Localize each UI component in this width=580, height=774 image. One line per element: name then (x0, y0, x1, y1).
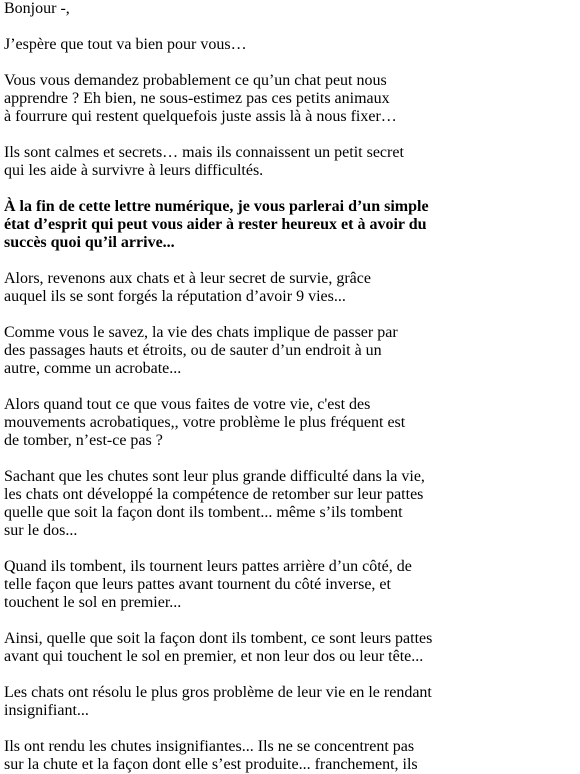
paragraph-land-on-feet: Sachant que les chutes sont leur plus grande difficulté dans la vie, les chats ont développé la compétence de retomber sur leur pattes quelle que soit la façon dont ils tombent... même s’ils tombent sur le dos... (4, 468, 425, 539)
paragraph-acrobat: Comme vous le savez, la vie des chats implique de passer par des passages hauts et étroits, ou de sauter d’un endroit à un autre, comme un acrobate... (4, 324, 398, 377)
paragraph-turn-paws: Quand ils tombent, ils tournent leurs pattes arrière d’un côté, de telle façon que leurs pattes avant tournent du côté inverse, et touchent le sol en premier... (4, 558, 412, 611)
paragraph-front-paws-first: Ainsi, quelle que soit la façon dont ils tombent, ce sont leurs pattes avant qui touchent le sol en premier, et non leur dos ou leur tête... (4, 630, 433, 665)
paragraph-bold-promise: À la fin de cette lettre numérique, je vous parlerai d’un simple état d’esprit qui peut vous aider à rester heureux et à avoir du succès quoi qu’il arrive... (4, 198, 429, 251)
paragraph-insignificant-problem: Les chats ont résolu le plus gros problème de leur vie en le rendant insignifiant... (4, 684, 432, 719)
paragraph-falling-problem: Alors quand tout ce que vous faites de votre vie, c'est des mouvements acrobatiques,, votre problème le plus fréquent est de tomber, n’est-ce pas ? (4, 396, 406, 449)
paragraph-insignificant-falls: Ils ont rendu les chutes insignifiantes... Ils ne se concentrent pas sur la chute et la façon dont elle s’est produite... franchement, ils (4, 738, 418, 773)
paragraph-calm-secret: Ils sont calmes et secrets… mais ils connaissent un petit secret qui les aide à survivre à leurs difficultés. (4, 144, 404, 179)
greeting-line: Bonjour -, (4, 0, 70, 17)
paragraph-cats-teach: Vous vous demandez probablement ce qu’un chat peut nous apprendre ? Eh bien, ne sous-estimez pas ces petits animaux à fourrure qui restent quelquefois juste assis là à nous fixer… (4, 72, 397, 125)
paragraph-wellbeing: J’espère que tout va bien pour vous… (4, 36, 247, 53)
paragraph-nine-lives: Alors, revenons aux chats et à leur secret de survie, grâce auquel ils se sont forgés la réputation d’avoir 9 vies... (4, 270, 371, 305)
